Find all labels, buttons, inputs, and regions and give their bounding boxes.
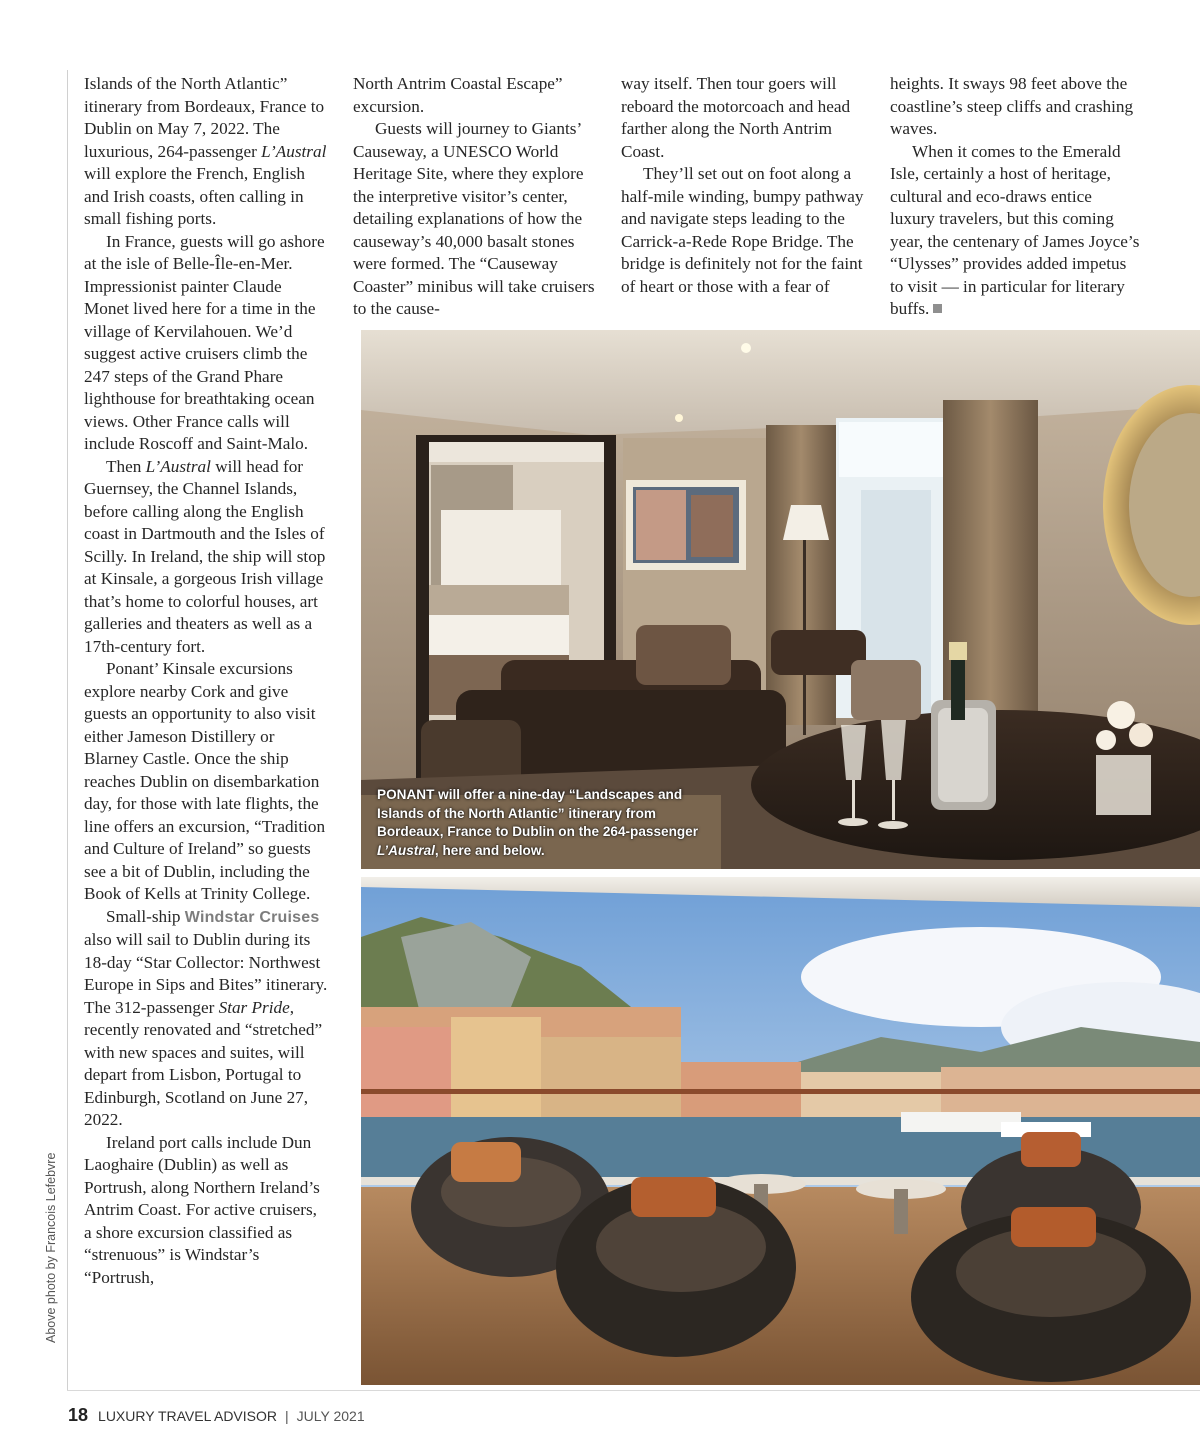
balcony-harbor-photo bbox=[361, 877, 1200, 1385]
paragraph: Ponant’ Kinsale excursions explore nearby Cork and give guests an opportunity to also visit either Jameson Distillery or Blarney Castle. Once the ship reaches Dublin on disembarkation day, for those with late flights, the line offers an excursion, “Tradition and Culture of Ireland” so guests see a bit of Dublin, including the Book of Kells at Trinity College. bbox=[84, 659, 326, 903]
brand-name: Windstar Cruises bbox=[184, 908, 320, 926]
photo-caption: PONANT will offer a nine-day “Landscapes and Islands of the North Atlantic” itinerary from Bordeaux, France to Dublin on the 264-passenger L’Austral, here and below. bbox=[377, 787, 699, 858]
footer-rule bbox=[67, 1390, 1200, 1391]
end-of-article-icon bbox=[933, 304, 942, 313]
page-footer bbox=[68, 1405, 365, 1429]
ship-name: L’Austral bbox=[261, 141, 327, 161]
paragraph: When it comes to the Emerald Isle, certainly a host of heritage, cultural and eco-draws entice luxury travelers, but this coming year, the centenary of James Joyce’s “Ulysses” provides added impetus to visit — in particular for literary buffs. bbox=[890, 141, 1140, 318]
ship-name: L’Austral bbox=[145, 456, 211, 476]
paragraph: Guests will journey to Giants’ Causeway, a UNESCO World Heritage Site, where they explore the interpretive visitor’s center, detailing explanations of how the causeway’s 40,000 basalt stones were formed. The “Causeway Coaster” minibus will take cruisers to the cause- bbox=[353, 119, 595, 318]
article-column-4 bbox=[890, 73, 1140, 321]
paragraph: Small-ship Windstar Cruises also will sail to Dublin during its 18-day “Star Collector: Northwest Europe in Sips and Bites” itinerary. The 312-passenger Star Pride, recently renovated and “stretched” with new spaces and suites, will depart from Lisbon, Portugal to Edinburgh, Scotland on June 27, 2022. bbox=[84, 906, 328, 1129]
paragraph: In France, guests will go ashore at the isle of Belle-Île-en-Mer. Impressionist painter Claude Monet lived here for a time in the village of Kervilahouen. We’d suggest active cruisers climb the 247 steps of the Grand Phare lighthouse for breathtaking ocean views. Other France calls will include Roscoff and Saint-Malo. bbox=[84, 231, 325, 453]
publication-name: LUXURY TRAVEL ADVISOR bbox=[98, 1408, 277, 1424]
paragraph: Then L’Austral will head for Guernsey, the Channel Islands, before calling along the English coast in Dartmouth and the Isles of Scilly. In Ireland, the ship will stop at Kinsale, a gorgeous Irish village that’s home to colorful houses, art galleries and theaters as well as a 17th-century fort. bbox=[84, 456, 326, 656]
issue-date: JULY 2021 bbox=[296, 1408, 365, 1424]
paragraph: way itself. Then tour goers will reboard the motorcoach and head farther along the North Antrim Coast. bbox=[621, 74, 851, 161]
ship-name: L’Austral bbox=[377, 842, 435, 858]
paragraph: Ireland port calls include Dun Laoghaire (Dublin) as well as Portrush, along Northern Ireland’s Antrim Coast. For active cruisers, a shore excursion classified as “strenuous” is Windstar’s “Portrush, bbox=[84, 1132, 320, 1287]
footer-separator: | bbox=[285, 1408, 289, 1424]
page-number: 18 bbox=[68, 1405, 89, 1425]
paragraph: heights. It sways 98 feet above the coastline’s steep cliffs and crashing waves. bbox=[890, 74, 1134, 138]
paragraph: They’ll set out on foot along a half-mile winding, bumpy pathway and navigate steps leading to the Carrick-a-Rede Rope Bridge. The bridge is definitely not for the faint of heart or those with a fear of bbox=[621, 164, 864, 296]
article-column-3 bbox=[621, 73, 871, 298]
article-column-1 bbox=[84, 73, 328, 1289]
photo-credit: Above photo by Francois Lefebvre bbox=[44, 1152, 58, 1343]
paragraph: Islands of the North Atlantic” itinerary from Bordeaux, France to Dublin on May 7, 2022. The luxurious, 264-passenger L’Austral will explore the French, English and Irish coasts, often calling in small fishing ports. bbox=[84, 74, 327, 228]
paragraph: North Antrim Coastal Escape” excursion. bbox=[353, 74, 563, 116]
ship-name: Star Pride bbox=[218, 997, 290, 1017]
article-column-2 bbox=[353, 73, 603, 321]
margin-rule bbox=[67, 70, 68, 1390]
